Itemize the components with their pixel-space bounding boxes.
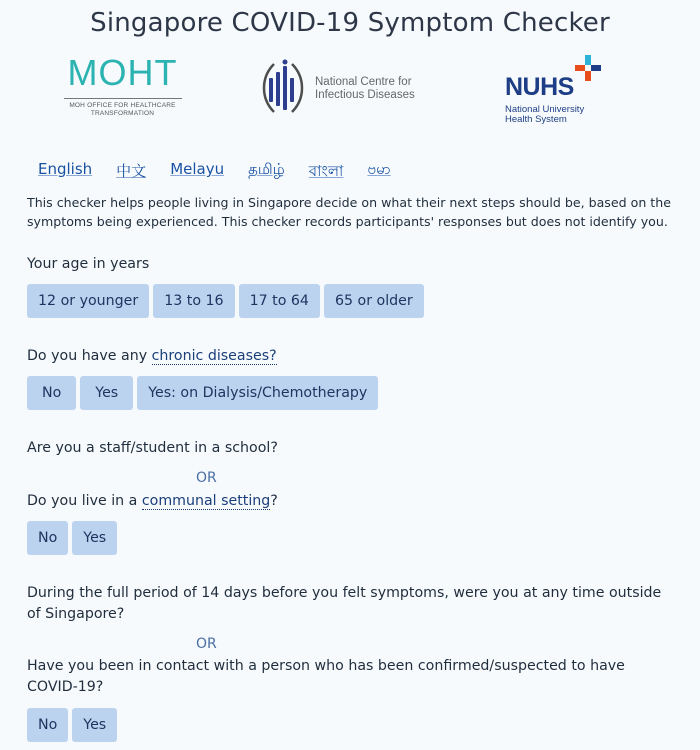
- age-option-13-to-16[interactable]: 13 to 16: [153, 284, 234, 318]
- lang-link-bengali[interactable]: বাংলা: [308, 162, 344, 180]
- nuhs-logo: [503, 55, 613, 127]
- chronic-options: [27, 376, 378, 410]
- school-options: [27, 521, 117, 555]
- moht-logo-subtitle: MOH OFFICE FOR HEALTHCARE TRANSFORMATION: [69, 102, 176, 117]
- travel-option-no[interactable]: No: [27, 708, 68, 742]
- nuhs-logo-line2: Health System: [505, 114, 567, 125]
- nuhs-logo-line1: National University: [505, 104, 585, 115]
- language-selector: [38, 160, 415, 185]
- moht-logo-divider: [64, 98, 182, 99]
- question-communal-prefix: Do you live in a: [27, 493, 142, 509]
- lang-link-english[interactable]: English: [38, 160, 93, 178]
- or-separator-2: OR: [196, 636, 217, 652]
- question-contact: Have you been in contact with a person who has been confirmed/suspected to have COVID-19?: [27, 658, 625, 695]
- travel-option-yes[interactable]: Yes: [72, 708, 117, 742]
- chronic-option-no[interactable]: No: [27, 376, 76, 410]
- question-chronic: [27, 346, 277, 367]
- travel-options: [27, 708, 117, 742]
- ncid-emblem-icon: [260, 56, 306, 120]
- age-options: [27, 284, 424, 318]
- chronic-option-yes-dialysis[interactable]: Yes: on Dialysis/Chemotherapy: [137, 376, 378, 410]
- lang-link-malay[interactable]: Melayu: [170, 160, 225, 178]
- question-travel: During the full period of 14 days before you felt symptoms, were you at any time outside of Singapore?: [27, 585, 662, 622]
- question-chronic-prefix: Do you have any: [27, 348, 152, 364]
- moht-logo-word: MOHT: [67, 52, 178, 93]
- question-school: Are you a staff/student in a school?: [27, 440, 278, 456]
- age-option-65-or-older[interactable]: 65 or older: [324, 284, 424, 318]
- ncid-logo: [260, 56, 440, 120]
- question-communal: [27, 491, 278, 512]
- chronic-option-yes[interactable]: Yes: [80, 376, 133, 410]
- age-option-17-to-64[interactable]: 17 to 64: [239, 284, 320, 318]
- intro-text: This checker helps people living in Singapore decide on what their next steps should be, based on the symptoms being experienced. This checker records participants' responses but does not identify you.: [27, 195, 671, 229]
- nuhs-logo-word: NUHS: [505, 73, 574, 101]
- or-separator: OR: [196, 470, 217, 486]
- communal-setting-term[interactable]: communal setting: [141, 493, 271, 509]
- school-option-no[interactable]: No: [27, 521, 68, 555]
- ncid-logo-text: [315, 76, 415, 102]
- question-age: Your age in years: [27, 256, 150, 272]
- nuhs-logo-subtitle: [505, 105, 584, 125]
- lang-link-burmese[interactable]: ဗမာ: [367, 160, 391, 178]
- chronic-diseases-term[interactable]: chronic diseases?: [151, 348, 277, 364]
- page-title: Singapore COVID-19 Symptom Checker: [90, 8, 610, 38]
- lang-link-tamil[interactable]: தமிழ்: [248, 160, 285, 178]
- nuhs-cross-icon: [575, 55, 601, 81]
- school-option-yes[interactable]: Yes: [72, 521, 117, 555]
- lang-link-chinese[interactable]: 中文: [116, 162, 147, 180]
- ncid-logo-line1: National Centre for: [315, 76, 412, 88]
- ncid-logo-line2: Infectious Diseases: [315, 89, 415, 101]
- question-communal-suffix: ?: [270, 493, 278, 509]
- age-option-12-or-younger[interactable]: 12 or younger: [27, 284, 149, 318]
- moht-logo: [60, 52, 185, 132]
